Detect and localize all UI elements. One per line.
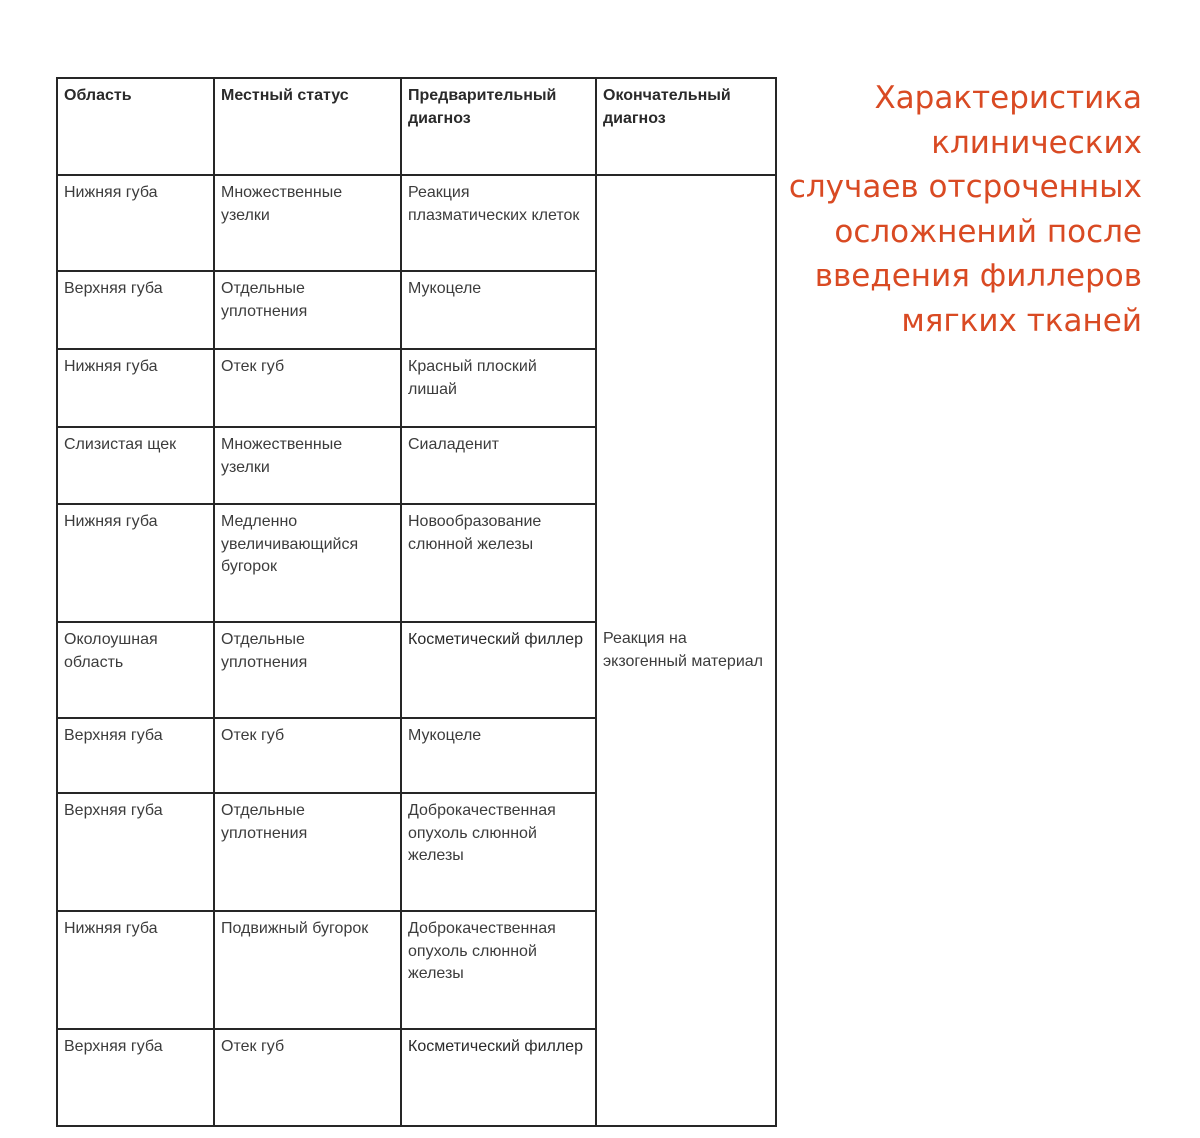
cell-preliminary-diagnosis: Мукоцеле [401,271,596,349]
cell-local-status: Отдельные уплотнения [214,793,401,911]
title-line: введения филлеров [814,258,1142,294]
cell-preliminary-diagnosis: Доброкачественная опухоль слюнной железы [401,793,596,911]
title-line: случаев отсроченных [788,169,1142,205]
cell-area: Слизистая щек [57,427,214,504]
title-line: Характеристика [874,80,1142,116]
column-header-local-status: Местный статус [214,78,401,175]
cell-area: Нижняя губа [57,349,214,427]
cell-area: Нижняя губа [57,504,214,622]
page-title [762,76,1142,343]
cell-preliminary-diagnosis: Реакция плазматических клеток [401,175,596,271]
table-header-row [57,78,776,175]
cell-final-diagnosis: Реакция на экзогенный материал [596,175,776,1126]
cell-area: Верхняя губа [57,793,214,911]
cell-local-status: Медленно увеличивающийся бугорок [214,504,401,622]
cell-local-status: Отек губ [214,1029,401,1126]
cell-area: Нижняя губа [57,175,214,271]
cell-area: Верхняя губа [57,271,214,349]
table-row [57,175,776,271]
cell-local-status: Множественные узелки [214,175,401,271]
cell-local-status: Множественные узелки [214,427,401,504]
clinical-cases-table [56,77,777,1127]
column-header-preliminary-diagnosis: Предварительный диагноз [401,78,596,175]
cell-preliminary-diagnosis: Мукоцеле [401,718,596,793]
title-line: мягких тканей [901,302,1142,339]
cell-preliminary-diagnosis: Косметический филлер [401,1029,596,1126]
cell-local-status: Подвижный бугорок [214,911,401,1029]
column-header-final-diagnosis: Окончательный диагноз [596,78,776,175]
title-line: клинических [931,124,1142,161]
cell-local-status: Отдельные уплотнения [214,271,401,349]
cell-area: Нижняя губа [57,911,214,1029]
column-header-area: Область [57,78,214,175]
cell-preliminary-diagnosis: Новообразование слюнной железы [401,504,596,622]
cell-preliminary-diagnosis: Доброкачественная опухоль слюнной железы [401,911,596,1029]
cell-preliminary-diagnosis: Сиаладенит [401,427,596,504]
cell-preliminary-diagnosis: Косметический филлер [401,622,596,718]
cell-area: Околоушная область [57,622,214,718]
cell-area: Верхняя губа [57,1029,214,1126]
title-line: осложнений после [834,213,1142,250]
cell-local-status: Отек губ [214,718,401,793]
cell-local-status: Отдельные уплотнения [214,622,401,718]
cell-area: Верхняя губа [57,718,214,793]
cell-local-status: Отек губ [214,349,401,427]
cell-preliminary-diagnosis: Красный плоский лишай [401,349,596,427]
